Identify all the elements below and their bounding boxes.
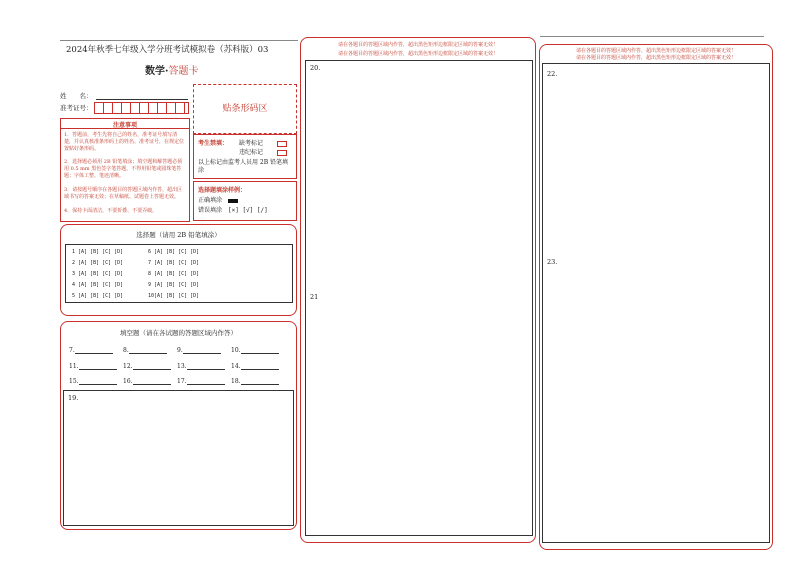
choice-row-8[interactable]: 8 [A] [B] [C] [D]	[148, 271, 200, 277]
answer-panel-3	[539, 44, 773, 550]
fill-item-9[interactable]: 9.	[177, 347, 221, 354]
name-field[interactable]	[96, 99, 188, 100]
sample-box	[193, 181, 297, 221]
panel-3-warning-top: 请在各题目的答题区域内作答，超出黑色矩形边框限定区域的答案无效！	[575, 48, 736, 54]
fill-item-8[interactable]: 8.	[123, 347, 167, 354]
question-19-label: 19.	[68, 394, 79, 402]
choice-row-7[interactable]: 7 [A] [B] [C] [D]	[148, 260, 200, 266]
name-label: 姓 名：	[60, 92, 93, 100]
sample-wrong-marks: [×] [√] [/]	[228, 207, 268, 214]
choice-row-3[interactable]: 3 [A] [B] [C] [D]	[72, 271, 124, 277]
answer-box-19[interactable]	[63, 390, 294, 526]
absent-mark-2: 违纪标记	[239, 149, 264, 156]
notice-box	[60, 118, 190, 222]
panel-3-warning-2: 请在各题目的答题区域内作答，超出黑色矩形边框限定区域的答案无效！	[575, 55, 736, 61]
fill-item-13[interactable]: 13.	[177, 363, 225, 370]
choice-row-6[interactable]: 6 [A] [B] [C] [D]	[148, 249, 200, 255]
violation-checkbox[interactable]	[277, 150, 287, 156]
notice-item-3: 3．请按题号顺序在各题目的答题区域内作答，超出区域书写的答案无效；在草稿纸、试题卷上答题无效。	[64, 187, 183, 200]
absent-checkbox[interactable]	[277, 141, 287, 147]
question-21-label: 21	[310, 293, 319, 301]
fill-item-16[interactable]: 16.	[123, 378, 171, 385]
choice-grid	[65, 244, 293, 303]
choice-row-4[interactable]: 4 [A] [B] [C] [D]	[72, 282, 124, 288]
top-rule-right	[540, 36, 764, 37]
sample-title: 选择题填涂样例：	[198, 187, 247, 194]
absent-mark-1: 缺考标记	[239, 140, 264, 147]
choice-row-2[interactable]: 2 [A] [B] [C] [D]	[72, 260, 124, 266]
fill-section	[60, 321, 297, 530]
exam-title: 2024年秋季七年级入学分班考试模拟卷（苏科版）03	[66, 45, 269, 55]
choice-row-5[interactable]: 5 [A] [B] [C] [D]	[72, 293, 124, 299]
absent-label: 考生禁填：	[198, 140, 229, 147]
fill-item-11[interactable]: 11.	[69, 363, 117, 370]
choice-title: 选择题（请用 2B 铅笔填涂）	[136, 231, 221, 239]
notice-item-2: 2．选择题必须用 2B 铅笔填涂；填空题和解答题必须用 0.5 mm 黑色签字笔答题，不得用铅笔或圆珠笔答题；字体工整、笔迹清晰。	[64, 159, 183, 179]
answer-box-20[interactable]	[305, 60, 533, 536]
choice-row-9[interactable]: 9 [A] [B] [C] [D]	[148, 282, 200, 288]
choice-section	[60, 224, 297, 316]
absent-note: 以上标记由监考人员用 2B 铅笔填涂	[198, 159, 289, 174]
choice-row-10[interactable]: 10[A] [B] [C] [D]	[148, 293, 200, 299]
question-20-label: 20.	[310, 64, 321, 72]
question-22-label: 22.	[547, 70, 558, 78]
fill-item-17[interactable]: 17.	[177, 378, 225, 385]
fill-item-18[interactable]: 18.	[231, 378, 279, 385]
notice-title: 注意事项	[112, 122, 137, 129]
sample-correct-mark	[228, 199, 238, 203]
notice-item-1: 1．答题前，考生先将自己的姓名，准考证号填写清楚，并认真核准条形码上的姓名、准考证号，在规定位置贴好条形码。	[64, 132, 185, 152]
fill-title: 填空题（请在各试题的答题区域内作答）	[120, 329, 237, 337]
notice-item-4: 4．保持卡面清洁，不要折叠、不要弄破。	[64, 208, 158, 214]
choice-row-1[interactable]: 1 [A] [B] [C] [D]	[72, 249, 124, 255]
id-number-grid[interactable]	[94, 102, 189, 114]
barcode-label: 贴条形码区	[222, 104, 268, 114]
fill-item-12[interactable]: 12.	[123, 363, 171, 370]
top-rule	[60, 40, 298, 41]
answer-box-22-23[interactable]	[542, 63, 770, 543]
sample-wrong-label: 错误填涂	[198, 207, 223, 214]
barcode-area	[193, 84, 297, 134]
card-label: 答题卡	[168, 66, 199, 77]
fill-item-14[interactable]: 14.	[231, 363, 279, 370]
absent-box	[193, 134, 297, 179]
fill-item-7[interactable]: 7.	[69, 347, 113, 354]
id-label: 准考证号：	[60, 104, 93, 112]
fill-item-15[interactable]: 15.	[69, 378, 117, 385]
subject-label: 数学	[145, 66, 165, 77]
answer-panel-2	[300, 37, 536, 543]
fill-item-10[interactable]: 10.	[231, 347, 279, 354]
panel-2-warning-top: 请在各题目的答题区域内作答，超出黑色矩形边框限定区域的答案无效！	[337, 42, 498, 48]
panel-2-warning-2: 请在各题目的答题区域内作答，超出黑色矩形边框限定区域的答案无效！	[337, 51, 498, 57]
sample-correct-label: 正确填涂	[198, 197, 223, 204]
heading-dot: ·	[165, 66, 169, 77]
question-23-label: 23.	[547, 258, 558, 266]
card-heading	[145, 62, 198, 77]
